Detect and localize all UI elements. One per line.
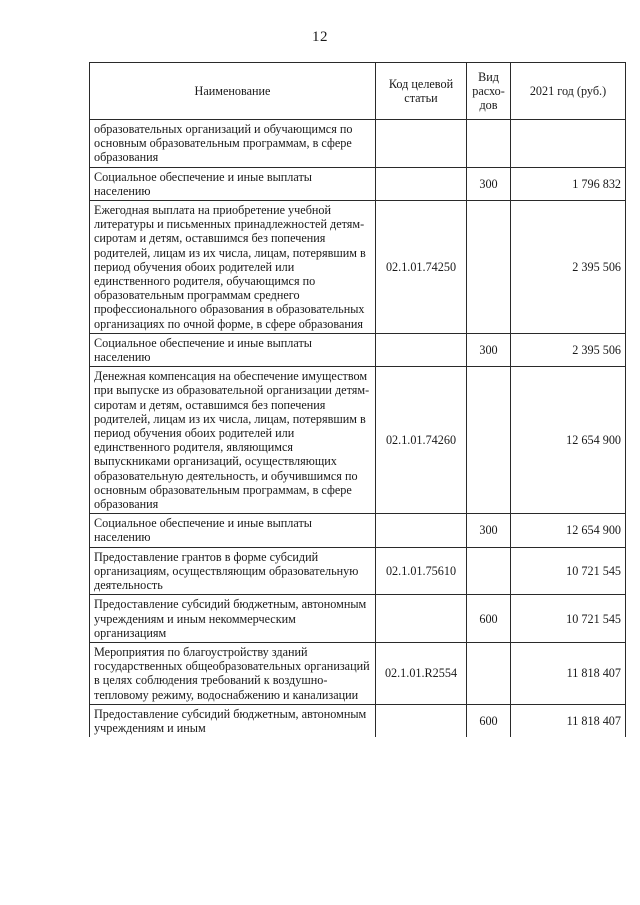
header-amount: 2021 год (руб.) xyxy=(511,63,626,120)
row-type: 600 xyxy=(467,704,511,737)
table-row xyxy=(90,595,626,643)
row-name: образовательных организаций и обучающимся по основным образовательным программам, в сфере образования xyxy=(90,120,376,168)
table-row xyxy=(90,333,626,366)
header-code: Код целевой статьи xyxy=(376,63,467,120)
row-type: 300 xyxy=(467,333,511,366)
row-code: 02.1.01.R2554 xyxy=(376,642,467,704)
row-amount: 1 796 832 xyxy=(511,167,626,200)
row-amount: 11 818 407 xyxy=(511,642,626,704)
budget-table xyxy=(89,62,626,737)
row-name: Мероприятия по благоустройству зданий государственных общеобразовательных организаций в целях соблюдения требований к воздушно-тепловому режиму, водоснабжению и канализации xyxy=(90,642,376,704)
table-row xyxy=(90,704,626,737)
row-type xyxy=(467,120,511,168)
row-amount: 10 721 545 xyxy=(511,547,626,595)
row-amount: 2 395 506 xyxy=(511,201,626,334)
header-type: Вид расхо-дов xyxy=(467,63,511,120)
row-name: Предоставление субсидий бюджетным, автономным учреждениям и иным некоммерческим организациям xyxy=(90,595,376,643)
row-name: Социальное обеспечение и иные выплаты населению xyxy=(90,333,376,366)
row-amount: 12 654 900 xyxy=(511,367,626,514)
row-name: Предоставление грантов в форме субсидий организациям, осуществляющим образовательную деятельность xyxy=(90,547,376,595)
row-amount: 12 654 900 xyxy=(511,514,626,547)
row-type: 300 xyxy=(467,514,511,547)
row-code xyxy=(376,704,467,737)
row-amount: 2 395 506 xyxy=(511,333,626,366)
table-row xyxy=(90,201,626,334)
table-header-row xyxy=(90,63,626,120)
row-amount: 11 818 407 xyxy=(511,704,626,737)
row-amount: 10 721 545 xyxy=(511,595,626,643)
row-name: Ежегодная выплата на приобретение учебной литературы и письменных принадлежностей детям-сиротам и детям, оставшимся без попечения родителей, лицам из их числа, лицам, потерявшим в период обучения обоих родителей или единственного родителя, обучающимся по образовательным программам среднего профессионального образования в образовательных организациях по очной форме, в сфере образования xyxy=(90,201,376,334)
row-name: Денежная компенсация на обеспечение имуществом при выпуске из образовательной организации детям-сиротам и детям, оставшимся без попечения родителей, лицам из их числа, лицам, потерявшим в период обучения обоих родителей или единственного родителя, являющимся выпускниками организаций, осуществляющих образовательную деятельность, и обучившимся по основным образовательным программам, в сфере образования xyxy=(90,367,376,514)
header-name: Наименование xyxy=(90,63,376,120)
row-code xyxy=(376,120,467,168)
row-name: Социальное обеспечение и иные выплаты населению xyxy=(90,514,376,547)
row-code xyxy=(376,167,467,200)
table-row xyxy=(90,547,626,595)
row-amount xyxy=(511,120,626,168)
row-type xyxy=(467,642,511,704)
row-type xyxy=(467,201,511,334)
row-code xyxy=(376,333,467,366)
row-code: 02.1.01.75610 xyxy=(376,547,467,595)
table-row xyxy=(90,367,626,514)
table-row xyxy=(90,514,626,547)
page-number: 12 xyxy=(312,29,328,45)
row-code: 02.1.01.74250 xyxy=(376,201,467,334)
row-type xyxy=(467,547,511,595)
row-name: Предоставление субсидий бюджетным, автономным учреждениям и иным xyxy=(90,704,376,737)
row-code xyxy=(376,595,467,643)
row-type: 600 xyxy=(467,595,511,643)
table-row xyxy=(90,167,626,200)
table-row xyxy=(90,642,626,704)
table-row xyxy=(90,120,626,168)
row-type: 300 xyxy=(467,167,511,200)
row-code: 02.1.01.74260 xyxy=(376,367,467,514)
row-name: Социальное обеспечение и иные выплаты населению xyxy=(90,167,376,200)
row-type xyxy=(467,367,511,514)
row-code xyxy=(376,514,467,547)
